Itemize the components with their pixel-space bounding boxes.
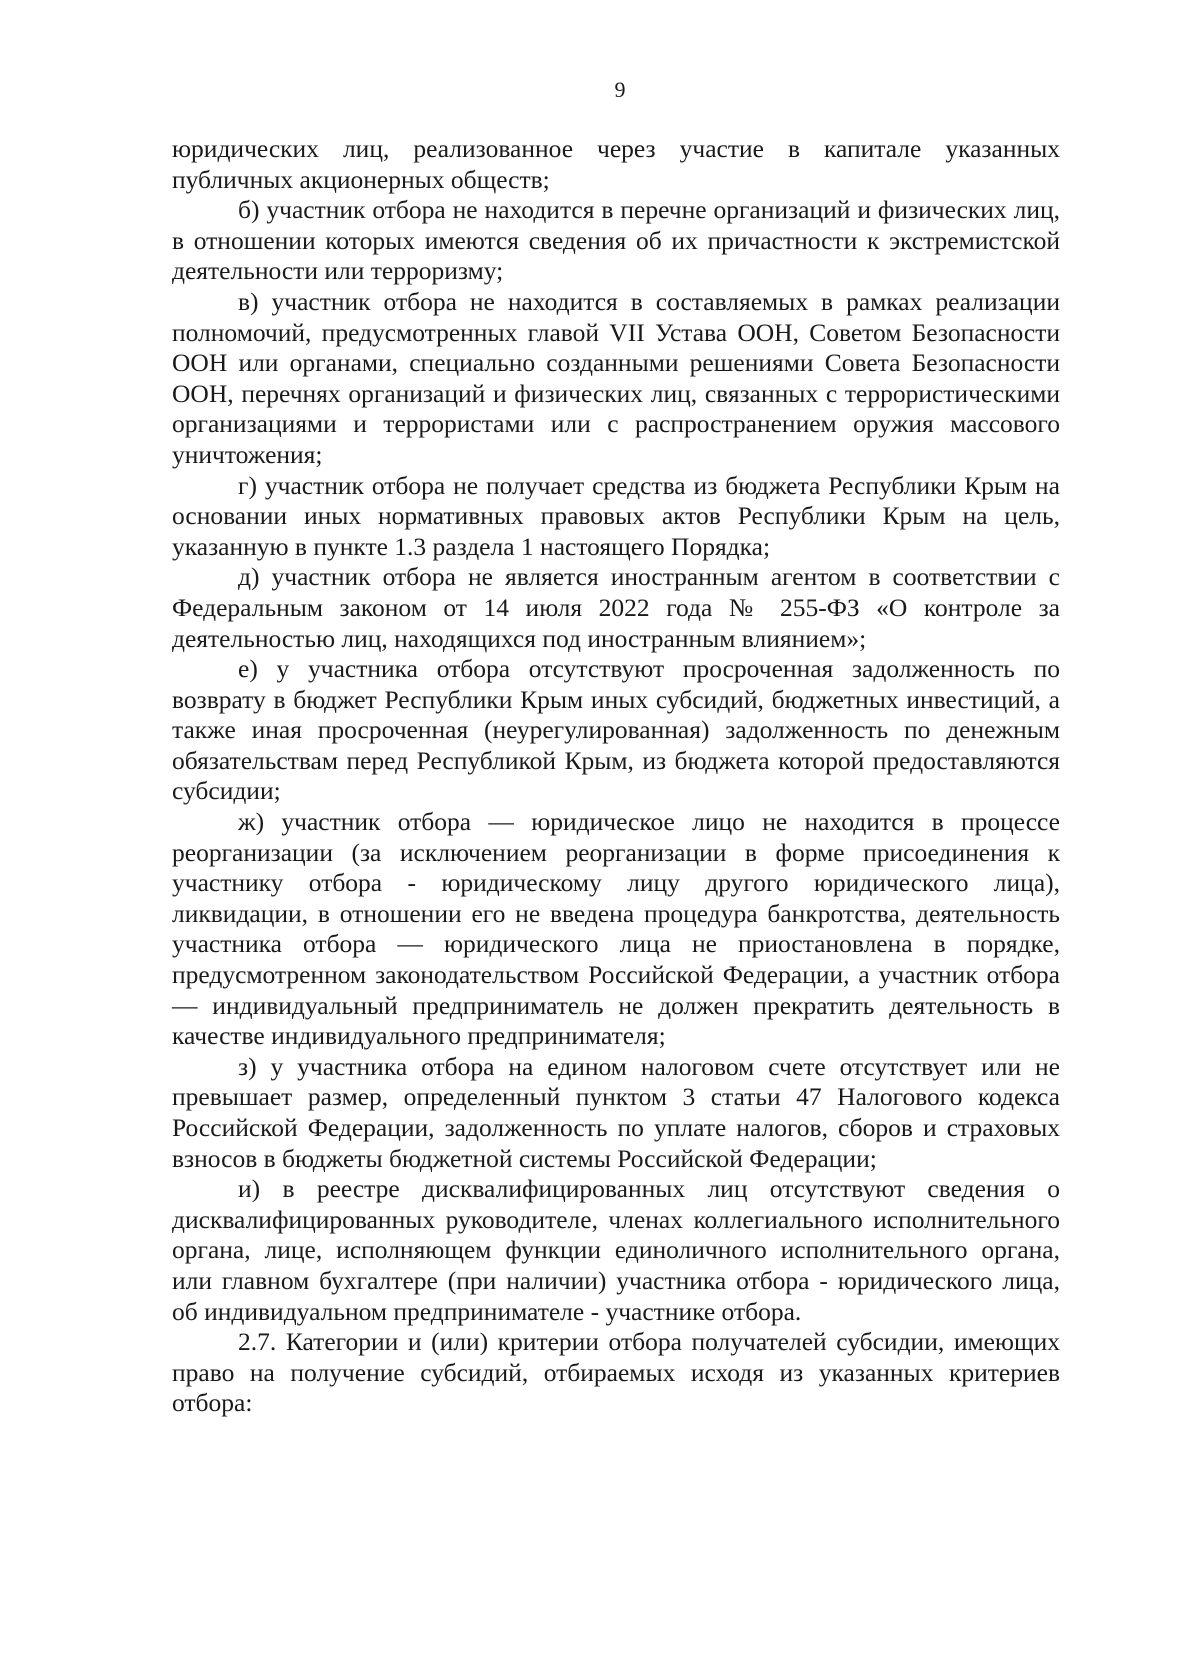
paragraph-item-zh: ж) участник отбора — юридическое лицо не находится в процессе реорганизации (за исключением реорганизации в форме присоединения к участнику отбора - юридическому лицу другого юридического лица), ликвидации, в отношении его не введена процедура банкротства, деятельность участника отбора — юридического лица не приостановлена в порядке, предусмотренном законодательством Российской Федерации, а участник отбора — индивидуальный предприниматель не должен прекратить деятельность в качестве индивидуального предпринимателя; [172,807,1060,1051]
page-number: 9 [614,77,626,102]
paragraph-item-i: и) в реестре дисквалифицированных лиц отсутствуют сведения о дисквалифицированных руководителе, членах коллегиального исполнительного органа, лице, исполняющем функции единоличного исполнительного органа, или главном бухгалтере (при наличии) участника отбора - юридического лица, об индивидуальном предпринимателе - участнике отбора. [172,1174,1060,1326]
paragraph-item-g: г) участник отбора не получает средства из бюджета Республики Крым на основании иных нормативных правовых актов Республики Крым на цель, указанную в пункте 1.3 раздела 1 настоящего Порядка; [172,470,1060,561]
paragraph-item-v: в) участник отбора не находится в составляемых в рамках реализации полномочий, предусмотренных главой VII Устава ООН, Советом Безопасности ООН или органами, специально созданными решениями Совета Безопасности ООН, перечнях организаций и физических лиц, связанных с террористическими организациями и террористами или с распространением оружия массового уничтожения; [172,286,1060,469]
document-body [172,134,1060,1419]
paragraph-continuation: юридических лиц, реализованное через участие в капитале указанных публичных акционерных обществ; [172,134,1060,194]
paragraph-section-2-7: 2.7. Категории и (или) критерии отбора получателей субсидии, имеющих право на получение субсидий, отбираемых исходя из указанных критериев отбора: [172,1327,1060,1418]
paragraph-item-z: з) у участника отбора на едином налоговом счете отсутствует или не превышает размер, определенный пунктом 3 статьи 47 Налогового кодекса Российской Федерации, задолженность по уплате налогов, сборов и страховых взносов в бюджеты бюджетной системы Российской Федерации; [172,1051,1060,1173]
paragraph-item-e: е) у участника отбора отсутствуют просроченная задолженность по возврату в бюджет Республики Крым иных субсидий, бюджетных инвестиций, а также иная просроченная (неурегулированная) задолженность по денежным обязательствам перед Республикой Крым, из бюджета которой предоставляются субсидии; [172,654,1060,806]
paragraph-item-b: б) участник отбора не находится в перечне организаций и физических лиц, в отношении которых имеются сведения об их причастности к экстремистской деятельности или терроризму; [172,195,1060,286]
paragraph-item-d: д) участник отбора не является иностранным агентом в соответствии с Федеральным законом от 14 июля 2022 года № 255-ФЗ «О контроле за деятельностью лиц, находящихся под иностранным влиянием»; [172,562,1060,653]
